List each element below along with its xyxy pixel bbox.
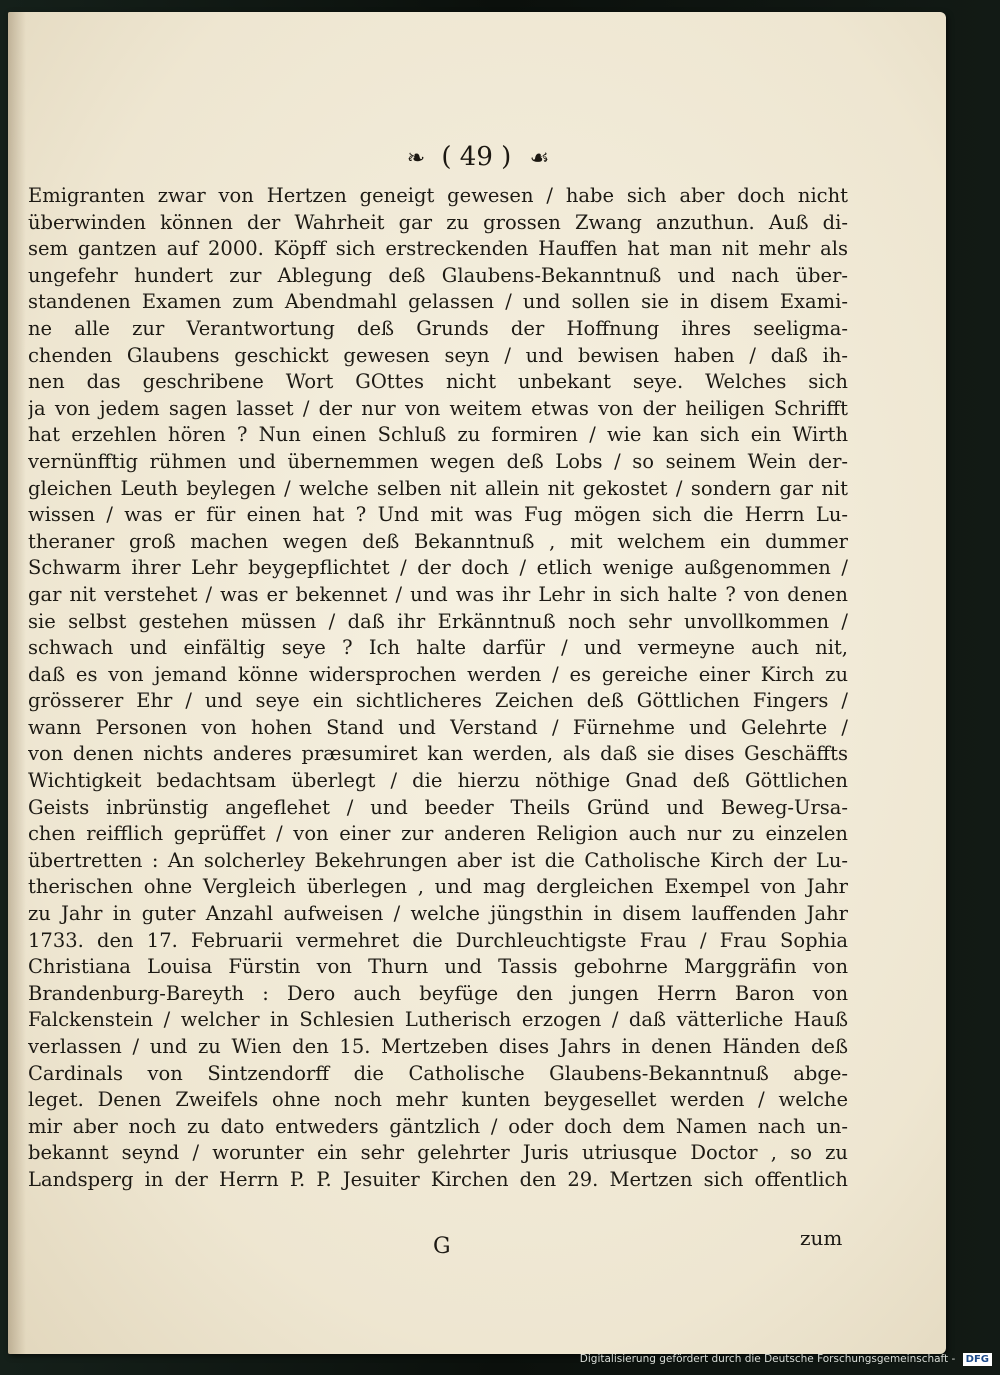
text-line: Brandenburg-Bareyth : Dero auch beyfüge den jungen Herrn Baron von (28, 981, 848, 1005)
page-binding-shadow (8, 12, 26, 1354)
text-line: übertretten : An solcherley Bekehrungen aber ist die Catholische Kirch der Lu- (28, 848, 848, 872)
text-line: mir aber noch zu dato entweders gäntzlich / oder doch dem Namen nach un- (28, 1114, 848, 1138)
text-line: sem gantzen auf 2000. Köpff sich erstreckenden Hauffen hat man nit mehr als (28, 237, 848, 261)
text-line: theraner groß machen wegen deß Bekanntnuß , mit welchem ein dummer (28, 529, 848, 553)
text-line: gar nit verstehet / was er bekennet / und was ihr Lehr in sich halte ? von denen (28, 582, 848, 606)
text-line: wann Personen von hohen Stand und Verstand / Fürnehme und Gelehrte / (28, 715, 848, 739)
body-text (28, 183, 848, 1194)
text-line: wissen / was er für einen hat ? Und mit was Fug mögen sich die Herrn Lu- (28, 503, 848, 527)
text-line: 1733. den 17. Februarii vermehret die Durchleuchtigste Frau / Frau Sophia (28, 928, 848, 952)
text-line: nen das geschribene Wort GOttes nicht unbekant seye. Welches sich (28, 370, 848, 394)
text-line: zu Jahr in guter Anzahl aufweisen / welche jüngsthin in disem lauffenden Jahr (28, 902, 848, 926)
text-line: Emigranten zwar von Hertzen geneigt gewesen / habe sich aber doch nicht (28, 184, 848, 207)
book-page (8, 12, 946, 1354)
text-line: leget. Denen Zweifels ohne noch mehr kunten beygesellet werden / welche (28, 1088, 848, 1112)
text-line: Christiana Louisa Fürstin von Thurn und Tassis gebohrne Marggräfin von (28, 955, 848, 979)
text-line: ne alle zur Verantwortung deß Grunds der Hoffnung ihres seeligma- (28, 316, 848, 340)
text-line: verlassen / und zu Wien den 15. Mertzeben dises Jahrs in denen Händen deß (28, 1035, 848, 1058)
text-line: Schwarm ihrer Lehr beygepflichtet / der doch / etlich wenige außgenommen / (28, 556, 848, 580)
text-line: Landsperg in der Herrn P. P. Jesuiter Kirchen den 29. Mertzen sich offentlich (28, 1167, 848, 1191)
text-line: hat erzehlen hören ? Nun einen Schluß zu formiren / wie kan sich ein Wirth (28, 423, 848, 447)
dfg-logo: DFG (963, 1353, 992, 1366)
page-number: ( 49 ) (441, 142, 512, 172)
left-ornament-icon: ❧ (406, 146, 424, 171)
text-line: gleichen Leuth beylegen / welche selben nit allein nit gekostet / sondern gar nit (28, 476, 848, 500)
text-line: chen reifflich geprüffet / von einer zur anderen Religion auch nur zu einzelen (28, 822, 848, 846)
page-header (8, 142, 946, 172)
right-ornament-icon: ☙ (529, 146, 548, 171)
text-line: ja von jedem sagen lasset / der nur von weitem etwas von der heiligen Schrifft (28, 396, 848, 420)
text-line: schwach und einfältig seye ? Ich halte darfür / und vermeyne auch nit, (28, 636, 848, 660)
signature-mark: G (433, 1234, 451, 1259)
text-line: von denen nichts anderes præsumiret kan werden, als daß sie dises Geschäffts (28, 742, 848, 766)
text-line: vernünfftig rühmen und übernemmen wegen deß Lobs / so seinem Wein der- (28, 449, 848, 473)
text-line: sie selbst gestehen müssen / daß ihr Erkänntnuß noch sehr unvollkommen / (28, 609, 848, 633)
text-line: Cardinals von Sintzendorff die Catholische Glaubens-Bekanntnuß abge- (28, 1061, 848, 1085)
footer-text: Digitalisierung gefördert durch die Deutsche Forschungsgemeinschaft - (579, 1353, 956, 1365)
text-line: Wichtigkeit bedachtsam überlegt / die hierzu nöthige Gnad deß Göttlichen (28, 769, 848, 793)
text-line: daß es von jemand könne widersprochen werden / es gereiche einer Kirch zu (28, 662, 848, 686)
text-line: ungefehr hundert zur Ablegung deß Glaubens-Bekanntnuß und nach über- (28, 263, 848, 287)
catchword: zum (800, 1226, 843, 1250)
text-line: Geists inbrünstig angeflehet / und beeder Theils Gründ und Beweg-Ursa- (28, 795, 848, 819)
text-line: chenden Glaubens geschickt gewesen seyn / und bewisen haben / daß ih- (28, 343, 848, 367)
text-line: bekannt seynd / worunter ein sehr gelehrter Juris utriusque Doctor , so zu (28, 1141, 848, 1165)
digitization-footer (0, 1353, 992, 1371)
text-line: Falckenstein / welcher in Schlesien Lutherisch erzogen / daß vätterliche Hauß (28, 1008, 848, 1032)
text-line: grösserer Ehr / und seye ein sichtlicheres Zeichen deß Göttlichen Fingers / (28, 689, 848, 713)
text-line: therischen ohne Vergleich überlegen , und mag dergleichen Exempel von Jahr (28, 875, 848, 899)
text-line: standenen Examen zum Abendmahl gelassen / und sollen sie in disem Exami- (28, 290, 848, 314)
text-line: überwinden können der Wahrheit gar zu grossen Zwang anzuthun. Auß di- (28, 210, 848, 234)
